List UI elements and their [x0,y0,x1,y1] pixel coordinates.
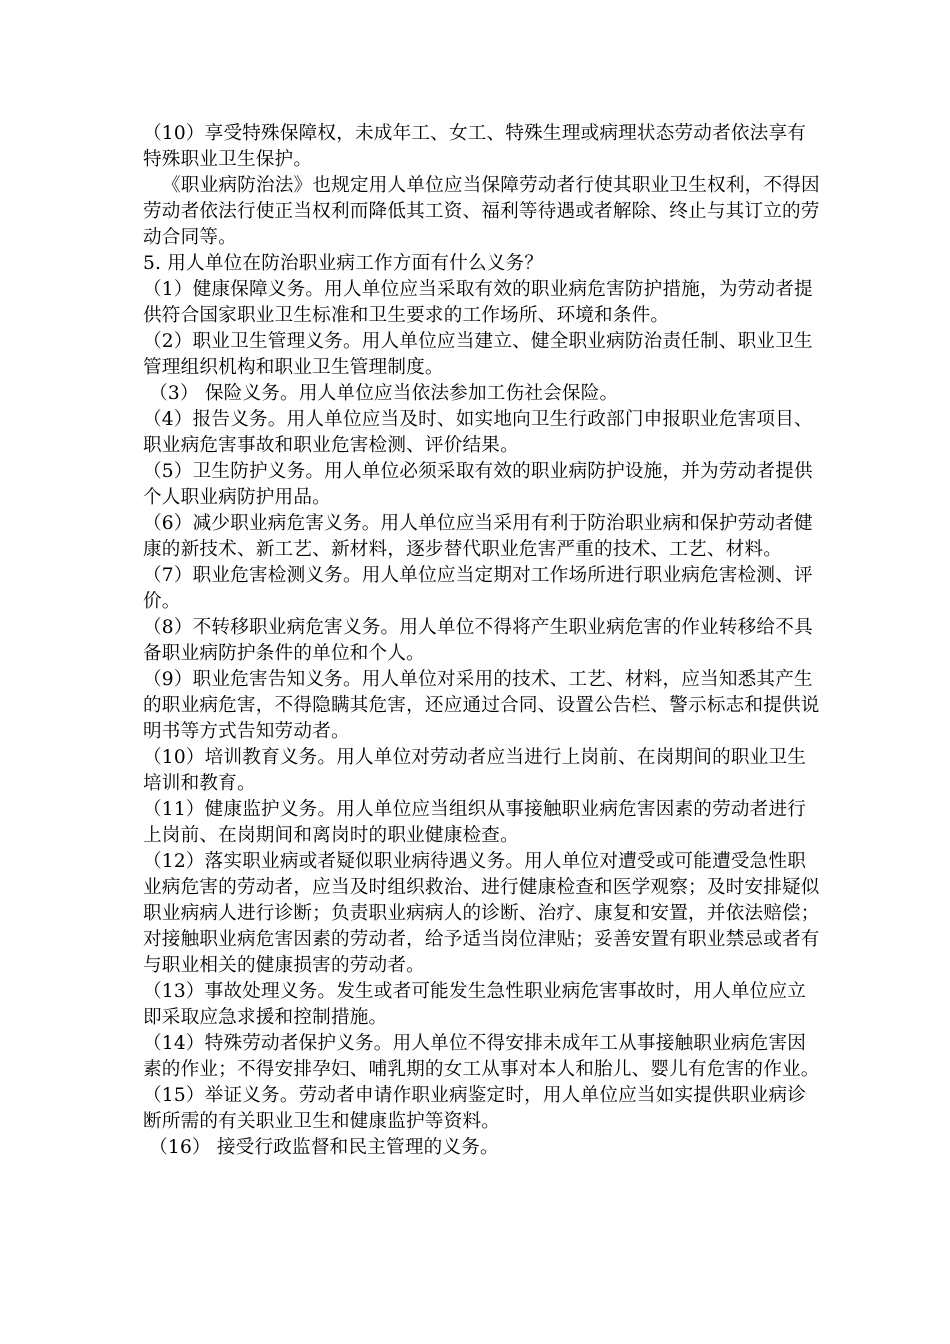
obligation-item: （4）报告义务。用人单位应当及时、如实地向卫生行政部门申报职业危害项目、职业病危害事故和职业危害检测、评价结果。 [143,409,813,456]
obligation-item: （6）减少职业病危害义务。用人单位应当采用有利于防治职业病和保护劳动者健康的新技术、新工艺、新材料，逐步替代职业危害严重的技术、工艺、材料。 [143,513,813,560]
obligation-item: （5）卫生防护义务。用人单位必须采取有效的职业病防护设施，并为劳动者提供个人职业病防护用品。 [143,461,813,508]
obligation-item: （12）落实职业病或者疑似职业病待遇义务。用人单位对遭受或可能遭受急性职业病危害的劳动者，应当及时组织救治、进行健康检查和医学观察；及时安排疑似职业病病人进行诊断；负责职业病病人的诊断、治疗、康复和安置，并依法赔偿；对接触职业病危害因素的劳动者，给予适当岗位津贴；妥善安置有职业禁忌或者有与职业相关的健康损害的劳动者。 [143,851,820,976]
paragraph-law-note: 《职业病防治法》也规定用人单位应当保障劳动者行使其职业卫生权利，不得因劳动者依法行使正当权利而降低其工资、福利等待遇或者解除、终止与其订立的劳动合同等。 [143,175,820,248]
obligation-item: （2）职业卫生管理义务。用人单位应当建立、健全职业病防治责任制、职业卫生管理组织机构和职业卫生管理制度。 [143,331,813,378]
obligation-item: （11）健康监护义务。用人单位应当组织从事接触职业病危害因素的劳动者进行上岗前、在岗期间和离岗时的职业健康检查。 [143,799,807,846]
obligation-item: （1）健康保障义务。用人单位应当采取有效的职业病危害防护措施，为劳动者提供符合国家职业卫生标准和卫生要求的工作场所、环境和条件。 [143,279,813,326]
obligation-item: （7）职业危害检测义务。用人单位应当定期对工作场所进行职业病危害检测、评价。 [143,565,813,612]
obligation-item: （8）不转移职业病危害义务。用人单位不得将产生职业病危害的作业转移给不具备职业病防护条件的单位和个人。 [143,617,813,664]
obligation-item: （16） 接受行政监督和民主管理的义务。 [143,1137,499,1158]
document-body [143,121,823,1161]
obligation-item: （14）特殊劳动者保护义务。用人单位不得安排未成年工从事接触职业病危害因素的作业；不得安排孕妇、哺乳期的女工从事对本人和胎儿、婴儿有危害的作业。 [143,1033,820,1080]
obligation-item: （3） 保险义务。用人单位应当依法参加工伤社会保险。 [143,383,619,404]
obligation-item: （15）举证义务。劳动者申请作职业病鉴定时，用人单位应当如实提供职业病诊断所需的有关职业卫生和健康监护等资料。 [143,1085,807,1132]
question-heading: 5. 用人单位在防治职业病工作方面有什么义务？ [143,253,544,274]
paragraph-right-10: （10）享受特殊保障权，未成年工、女工、特殊生理或病理状态劳动者依法享有特殊职业卫生保护。 [143,123,807,170]
obligation-item: （13）事故处理义务。发生或者可能发生急性职业病危害事故时，用人单位应立即采取应急求援和控制措施。 [143,981,807,1028]
obligation-item: （9）职业危害告知义务。用人单位对采用的技术、工艺、材料，应当知悉其产生的职业病危害，不得隐瞒其危害，还应通过合同、设置公告栏、警示标志和提供说明书等方式告知劳动者。 [143,669,820,742]
obligation-item: （10）培训教育义务。用人单位对劳动者应当进行上岗前、在岗期间的职业卫生培训和教育。 [143,747,807,794]
